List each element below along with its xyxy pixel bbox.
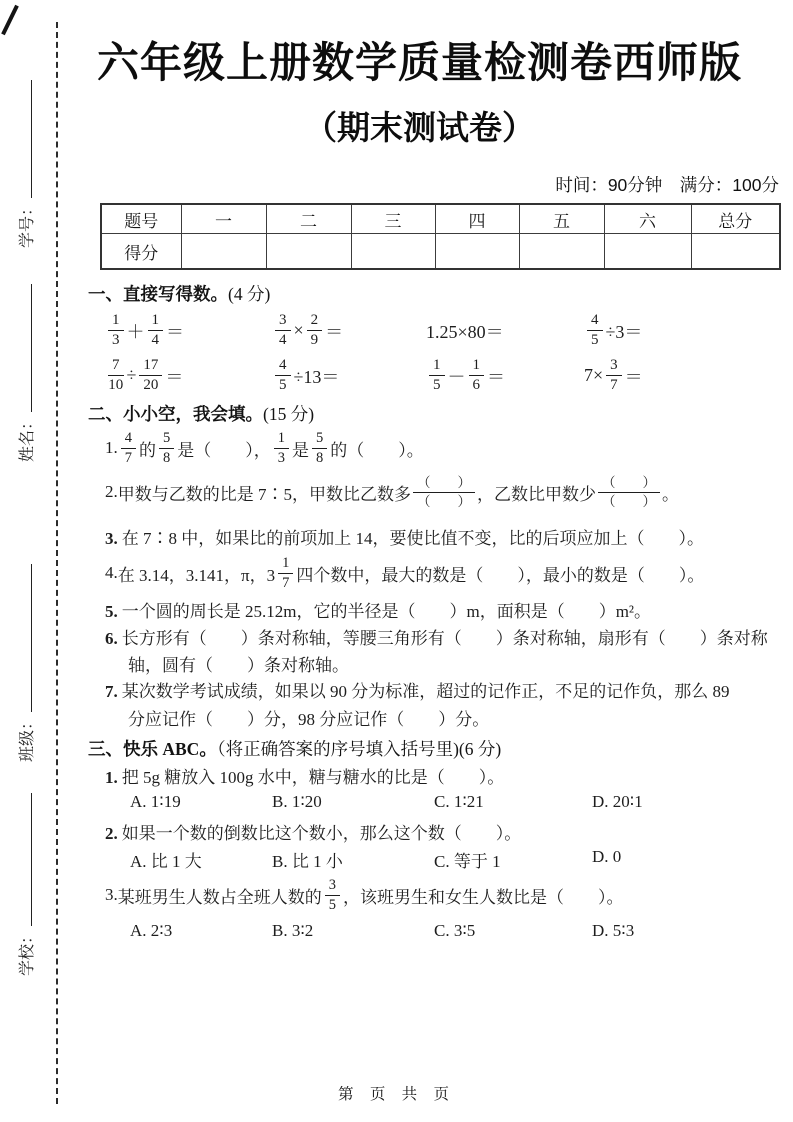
score-header-cell: 三 (351, 204, 435, 234)
option: D. 20∶1 (592, 792, 643, 811)
math-text: ＝ (166, 321, 184, 342)
math-text: ÷13＝ (293, 366, 340, 387)
math-text: ，该班男生和女生人数比是（ ）。 (343, 887, 624, 907)
score-cell (181, 234, 266, 270)
question (105, 624, 783, 649)
question-text (118, 555, 705, 591)
section-one-points: (4 分) (228, 284, 271, 304)
student-id-field (14, 80, 37, 248)
student-name-label: 姓名： (19, 413, 36, 462)
math-problem (584, 353, 643, 398)
question-text: 分应记作（ ）分，98 分应记作（ ）分。 (128, 710, 490, 729)
math-problem (272, 308, 343, 353)
math-fraction: $\frac{1}{3}$ (108, 312, 124, 350)
student-id-label: 学号： (19, 199, 36, 248)
question-text (118, 430, 424, 466)
question-number: 1. (105, 768, 118, 787)
math-fraction: $\frac{1}{3}$ (274, 430, 289, 466)
question-text: 某次数学考试成绩，如果以 90 分为标准，超过的记作正，不足的记作负，那么 89 (121, 682, 730, 701)
math-fraction: $\frac{1}{4}$ (148, 312, 164, 350)
question-number: 1. (105, 438, 118, 457)
score-header-cell: 四 (435, 204, 519, 234)
score-header-cell: 六 (604, 204, 691, 234)
math-text: ＝ (624, 366, 643, 387)
question-number: 7. (105, 682, 118, 701)
score-cell (435, 234, 519, 270)
math-fraction: $\frac{17}{20}$ (139, 357, 162, 395)
math-text: ＝ (487, 366, 505, 387)
question-number: 3. (105, 885, 118, 904)
section-three-heading (88, 736, 501, 761)
options-row (0, 921, 793, 947)
blank-line (31, 80, 32, 198)
math-fraction: $\frac{3}{7}$ (606, 357, 622, 395)
math-text: ÷ (126, 365, 137, 385)
question-text: 一个圆的周长是 25.12m，它的半径是（ ）m，面积是（ ）m²。 (121, 602, 652, 621)
question (105, 597, 783, 622)
score-cell (519, 234, 604, 270)
section-two-heading-main: 二、小小空，我会填。 (88, 404, 263, 424)
question-number: 2. (105, 824, 118, 843)
option: C. 3∶5 (434, 921, 476, 940)
question-text: 如果一个数的倒数比这个数小，那么这个数（ ）。 (121, 824, 522, 843)
section-three-heading-main: 三、快乐 ABC。 (88, 739, 217, 759)
question (105, 677, 783, 702)
math-text: ＝ (325, 321, 344, 342)
math-text: 甲数与乙数的比是 7∶5，甲数比乙数多 (117, 484, 411, 504)
score-header-cell: 题号 (101, 204, 181, 234)
math-fraction: $\frac{5}{8}$ (159, 430, 174, 466)
option: C. 1∶21 (434, 792, 484, 811)
scan-corner-mark (1, 5, 19, 36)
blank-fraction: $\frac{( )}{( )}$ (413, 475, 475, 509)
question-continuation (128, 651, 783, 676)
math-text: 某班男生人数占全班人数的 (117, 887, 322, 907)
math-fraction: $\frac{1}{5}$ (429, 357, 445, 395)
school-label: 学校： (19, 927, 36, 976)
math-problem (426, 308, 504, 353)
option: D. 5∶3 (592, 921, 635, 940)
question-text: 在 7∶8 中，如果比的前项加上 14，要使比值不变，比的后项应加上（ ）。 (121, 529, 704, 548)
math-text: ，乙数比甲数少 (477, 484, 596, 504)
question (105, 819, 783, 844)
math-text: 1.25×80＝ (426, 321, 504, 342)
question-number: 4. (105, 563, 118, 582)
blank-line (31, 564, 32, 712)
math-text: 在 3.14，3.141，π，3 (117, 565, 276, 585)
question (105, 551, 704, 595)
score-cell (604, 234, 691, 270)
question-text: 把 5g 糖放入 100g 水中，糖与糖水的比是（ ）。 (121, 768, 505, 787)
score-table-header-row (101, 204, 780, 234)
math-fraction: $\frac{1}{6}$ (469, 357, 485, 395)
question-text (118, 475, 679, 509)
math-fraction: $\frac{5}{8}$ (312, 430, 327, 466)
option: A. 比 1 大 (130, 852, 202, 871)
score-table (100, 203, 781, 270)
math-text: × (293, 320, 304, 340)
math-text: ÷3＝ (605, 321, 643, 342)
section-two-heading (88, 401, 314, 426)
question-number: 5. (105, 602, 118, 621)
math-text: 的（ ）。 (330, 440, 424, 460)
option: A. 2∶3 (130, 921, 173, 940)
score-header-cell: 一 (181, 204, 266, 234)
math-fraction: $\frac{4}{5}$ (587, 312, 603, 350)
question (105, 524, 783, 549)
page-title: 六年级上册数学质量检测卷西师版 (96, 39, 742, 86)
question-text: 轴，圆有（ ）条对称轴。 (128, 656, 349, 675)
math-fraction: $\frac{4}{5}$ (275, 357, 291, 395)
option: B. 比 1 小 (272, 852, 343, 871)
question-continuation (128, 705, 783, 730)
class-label: 班级： (19, 713, 36, 762)
score-table-value-row (101, 234, 780, 270)
question (105, 426, 424, 470)
score-header-cell: 总分 (691, 204, 780, 234)
math-text: 是 (292, 440, 309, 460)
score-header-cell: 五 (519, 204, 604, 234)
math-text: 。 (662, 484, 679, 504)
student-name-field (14, 284, 37, 462)
math-problem (584, 308, 642, 353)
blank-line (31, 284, 32, 412)
question (105, 468, 679, 516)
math-text: 7× (584, 365, 604, 385)
section-three-points: （将正确答案的序号填入括号里)(6 分) (216, 739, 502, 759)
math-text: － (447, 366, 466, 387)
option: C. 等于 1 (434, 852, 501, 871)
math-text: ＋ (126, 321, 145, 342)
math-text: ＝ (165, 366, 184, 387)
question (105, 873, 624, 917)
page-subtitle: （期末测试卷） (304, 109, 535, 146)
option: B. 3∶2 (272, 921, 314, 940)
options-row (0, 792, 793, 818)
math-fraction: $\frac{3}{5}$ (325, 877, 340, 913)
math-fraction: $\frac{2}{9}$ (307, 312, 323, 350)
math-problem (272, 353, 339, 398)
math-fraction: $\frac{1}{7}$ (278, 555, 293, 591)
class-field (14, 564, 37, 762)
math-text: 是（ ）， (177, 440, 271, 460)
math-problem (426, 353, 505, 398)
math-problem (105, 353, 183, 398)
question-number: 2. (105, 482, 118, 501)
math-fraction: $\frac{3}{4}$ (275, 312, 291, 350)
math-text: 四个数中，最大的数是（ ），最小的数是（ ）。 (296, 565, 705, 585)
section-one-heading (88, 281, 270, 306)
exam-meta: 时间：90分钟 满分：100分 (555, 175, 779, 195)
page-footer: 第 页 共 页 (338, 1086, 455, 1103)
options-row (0, 847, 793, 873)
math-text: 的 (139, 440, 156, 460)
question (105, 763, 783, 788)
score-cell (351, 234, 435, 270)
score-cell (691, 234, 780, 270)
section-one-heading-main: 一、直接写得数。 (88, 284, 228, 304)
question-number: 6. (105, 629, 118, 648)
blank-fraction: $\frac{( )}{( )}$ (598, 475, 660, 509)
math-fraction: $\frac{7}{10}$ (108, 356, 124, 393)
math-problem (105, 308, 184, 353)
math-fraction: $\frac{4}{7}$ (121, 430, 136, 466)
option: B. 1∶20 (272, 792, 322, 811)
question-text: 长方形有（ ）条对称轴，等腰三角形有（ ）条对称轴，扇形有（ ）条对称 (121, 629, 768, 648)
section-two-points: (15 分) (263, 404, 315, 424)
score-header-cell: 二 (266, 204, 351, 234)
school-field (14, 793, 37, 976)
question-number: 3. (105, 529, 118, 548)
score-cell: 得分 (101, 234, 181, 270)
score-cell (266, 234, 351, 270)
option: A. 1∶19 (130, 792, 181, 811)
question-text (118, 877, 624, 913)
option: D. 0 (592, 847, 622, 866)
